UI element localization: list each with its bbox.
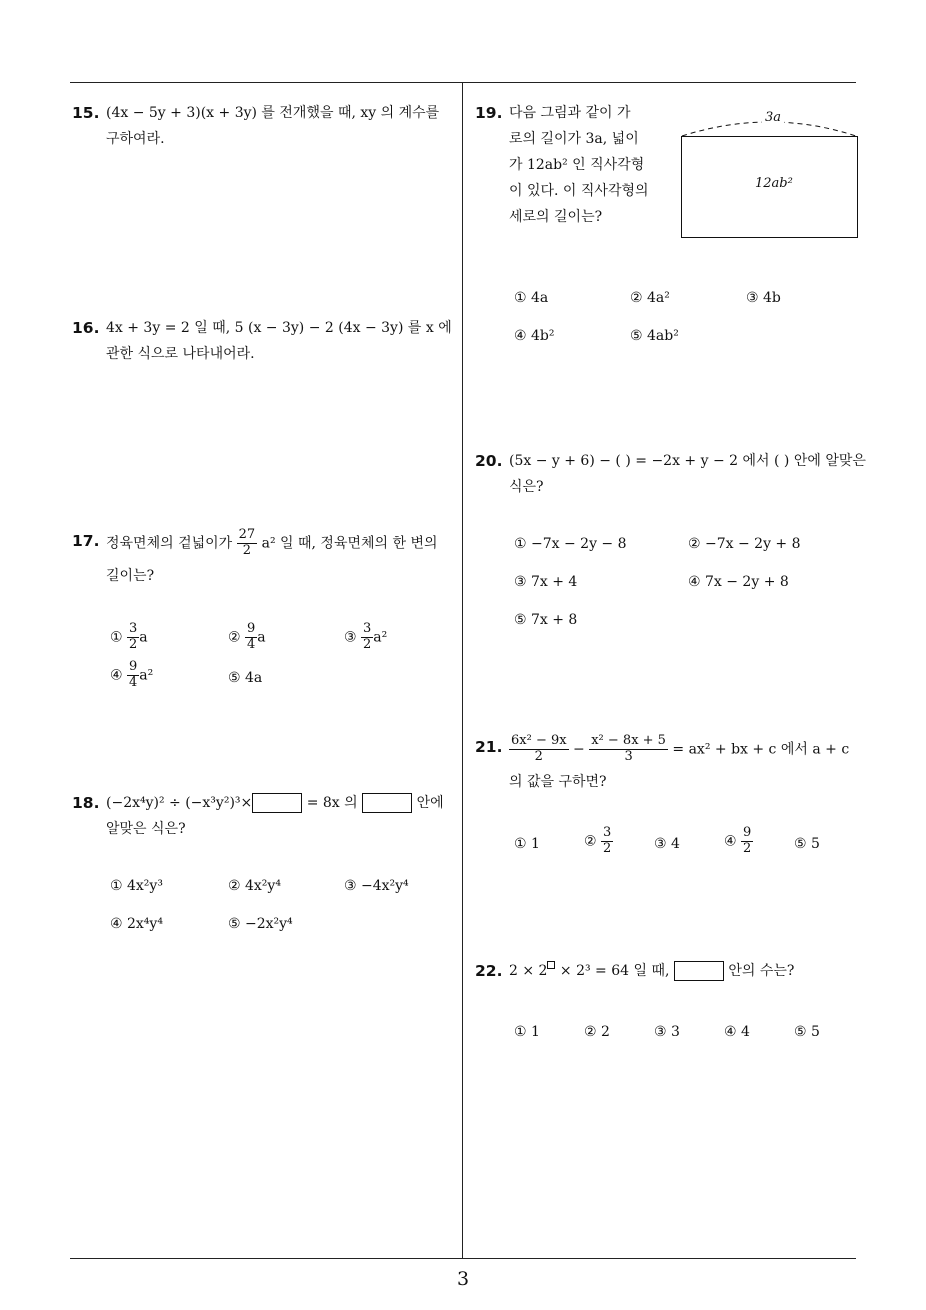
question-21 — [475, 734, 875, 804]
option-3[interactable]: ③ 4b — [746, 290, 781, 306]
option-5[interactable] — [228, 668, 262, 688]
question-19 — [475, 100, 665, 240]
numerator: 3 — [603, 825, 612, 840]
answer-box — [674, 961, 724, 981]
option-mark: ② — [584, 833, 597, 850]
option-text: 5 — [811, 836, 820, 852]
option-1[interactable] — [514, 834, 540, 854]
question-line — [509, 734, 849, 765]
question-line: 다음 그림과 같이 가 — [509, 105, 631, 121]
option-3[interactable]: ③ 7x + 4 — [514, 574, 578, 590]
option-1[interactable]: ① −7x − 2y − 8 — [514, 536, 627, 552]
denominator: 3 — [624, 748, 633, 764]
question-number: 18. — [72, 794, 100, 812]
question-line: (4x − 5y + 3)(x + 3y) 를 전개했을 때, xy 의 계수를 — [106, 105, 440, 121]
question-line: 4x + 3y = 2 일 때, 5 (x − 3y) − 2 (4x − 3y) 를 x 에 — [106, 320, 452, 336]
denominator: 4 — [247, 636, 256, 652]
top-rule — [70, 82, 856, 83]
rectangle-width-label: 3a — [762, 110, 784, 125]
option-4[interactable]: ④ 4 — [724, 1024, 750, 1040]
denominator: 2 — [129, 636, 138, 652]
option-tail: a² — [373, 629, 388, 646]
option-4[interactable]: ④ 7x − 2y + 8 — [688, 574, 789, 590]
question-line: 가 12ab² 인 직사각형 — [509, 157, 645, 173]
numerator: 6x² − 9x — [511, 733, 567, 748]
question-line: 의 값을 구하면? — [509, 773, 607, 790]
question-22 — [475, 958, 875, 998]
text-segment: a² 일 때, 정육면체의 한 변의 — [261, 535, 438, 552]
option-4[interactable] — [724, 826, 753, 857]
option-tail: a² — [139, 667, 154, 684]
denominator: 2 — [743, 840, 752, 856]
question-line: 길이는? — [106, 567, 155, 584]
option-2[interactable] — [228, 622, 266, 653]
fraction — [601, 826, 613, 857]
denominator: 4 — [129, 674, 138, 690]
text-segment: 정육면체의 겉넓이가 — [106, 535, 233, 552]
option-1[interactable] — [110, 622, 148, 653]
column-divider — [462, 83, 463, 1258]
question-text — [106, 528, 438, 589]
option-2[interactable]: ② 4a² — [630, 290, 670, 306]
denominator: 2 — [603, 840, 612, 856]
option-1[interactable]: ① 4a — [514, 290, 549, 306]
denominator: 2 — [242, 542, 252, 558]
option-2[interactable]: ② 4x²y⁴ — [228, 878, 281, 894]
question-16 — [72, 315, 462, 375]
question-text — [106, 315, 452, 367]
option-5[interactable]: ⑤ 5 — [794, 1024, 820, 1040]
option-3[interactable] — [344, 622, 387, 653]
option-3[interactable]: ③ 3 — [654, 1024, 680, 1040]
text-segment: × 2³ = 64 일 때, — [559, 963, 670, 979]
question-line — [106, 528, 438, 559]
numerator: x² − 8x + 5 — [591, 733, 666, 748]
option-1[interactable]: ① 4x²y³ — [110, 878, 163, 894]
question-line: 로의 길이가 3a, 넓이 — [509, 131, 639, 147]
fraction — [127, 660, 139, 691]
option-text: 4a — [245, 670, 263, 686]
question-line: 세로의 길이는? — [509, 209, 603, 225]
option-5[interactable]: ⑤ 4ab² — [630, 328, 679, 344]
question-line — [106, 790, 444, 816]
exponent-box — [547, 961, 555, 969]
question-text — [106, 790, 444, 842]
numerator: 9 — [743, 825, 752, 840]
option-mark: ③ — [344, 629, 357, 646]
question-text — [509, 958, 794, 984]
option-mark: ① — [514, 836, 527, 852]
text-segment: = ax² + bx + c 에서 a + c — [672, 741, 850, 758]
question-line: (5x − y + 6) − ( ) = −2x + y − 2 에서 ( ) 안에 알맞은 — [509, 453, 866, 469]
option-mark: ① — [110, 629, 123, 646]
question-line: 식은? — [509, 479, 544, 495]
option-mark: ④ — [110, 667, 123, 684]
option-mark: ⑤ — [794, 836, 807, 852]
text-segment: = 8x 의 — [306, 795, 358, 811]
option-1[interactable]: ① 1 — [514, 1024, 540, 1040]
option-4[interactable]: ④ 4b² — [514, 328, 555, 344]
question-number: 17. — [72, 532, 100, 550]
numerator: 3 — [363, 621, 372, 636]
option-2[interactable] — [584, 826, 613, 857]
question-text — [106, 100, 439, 152]
fraction — [741, 826, 753, 857]
fraction — [361, 622, 373, 653]
question-number: 22. — [475, 962, 503, 980]
answer-box — [362, 793, 412, 813]
text-segment: 안에 — [416, 795, 444, 811]
option-mark: ⑤ — [228, 670, 241, 686]
question-number: 16. — [72, 319, 100, 337]
question-number: 19. — [475, 104, 503, 122]
fraction — [237, 528, 258, 559]
denominator: 2 — [534, 748, 543, 764]
fraction — [245, 622, 257, 653]
text-segment: 안의 수는? — [728, 963, 795, 979]
question-17 — [72, 528, 462, 598]
numerator: 9 — [247, 621, 256, 636]
option-2[interactable]: ② −7x − 2y + 8 — [688, 536, 801, 552]
option-2[interactable]: ② 2 — [584, 1024, 610, 1040]
option-5[interactable]: ⑤ −2x²y⁴ — [228, 916, 293, 932]
page-number: 3 — [456, 1268, 470, 1290]
option-mark: ③ — [654, 836, 667, 852]
question-line: 구하여라. — [106, 131, 165, 147]
question-text — [509, 100, 649, 230]
numerator: 27 — [238, 527, 256, 542]
text-segment: (−2x⁴y)² ÷ (−x³y²)³× — [106, 795, 253, 811]
answer-box — [252, 793, 302, 813]
question-20 — [475, 448, 865, 508]
bottom-rule — [70, 1258, 856, 1259]
question-18 — [72, 790, 462, 850]
option-tail: a — [257, 629, 266, 646]
option-mark: ④ — [724, 833, 737, 850]
question-line: 관한 식으로 나타내어라. — [106, 346, 255, 362]
question-text — [509, 734, 849, 795]
question-number: 20. — [475, 452, 503, 470]
option-5[interactable] — [794, 834, 820, 854]
fraction — [127, 622, 139, 653]
option-3[interactable] — [654, 834, 680, 854]
option-5[interactable]: ⑤ 7x + 8 — [514, 612, 578, 628]
option-text: 4 — [671, 836, 680, 852]
text-segment: 2 × 2 — [509, 963, 548, 979]
denominator: 2 — [363, 636, 372, 652]
numerator: 9 — [129, 659, 138, 674]
option-4[interactable] — [110, 660, 153, 691]
question-number: 15. — [72, 104, 100, 122]
option-3[interactable]: ③ −4x²y⁴ — [344, 878, 409, 894]
rectangle-area-label: 12ab² — [755, 176, 793, 191]
question-15 — [72, 100, 462, 160]
question-line: 알맞은 식은? — [106, 821, 186, 837]
option-4[interactable]: ④ 2x⁴y⁴ — [110, 916, 163, 932]
fraction — [509, 734, 569, 765]
question-text — [509, 448, 866, 500]
option-text: 1 — [531, 836, 540, 852]
text-segment: − — [573, 741, 585, 758]
question-line: 이 있다. 이 직사각형의 — [509, 183, 649, 199]
option-tail: a — [139, 629, 148, 646]
fraction — [589, 734, 668, 765]
option-mark: ② — [228, 629, 241, 646]
numerator: 3 — [129, 621, 138, 636]
question-number: 21. — [475, 738, 503, 756]
